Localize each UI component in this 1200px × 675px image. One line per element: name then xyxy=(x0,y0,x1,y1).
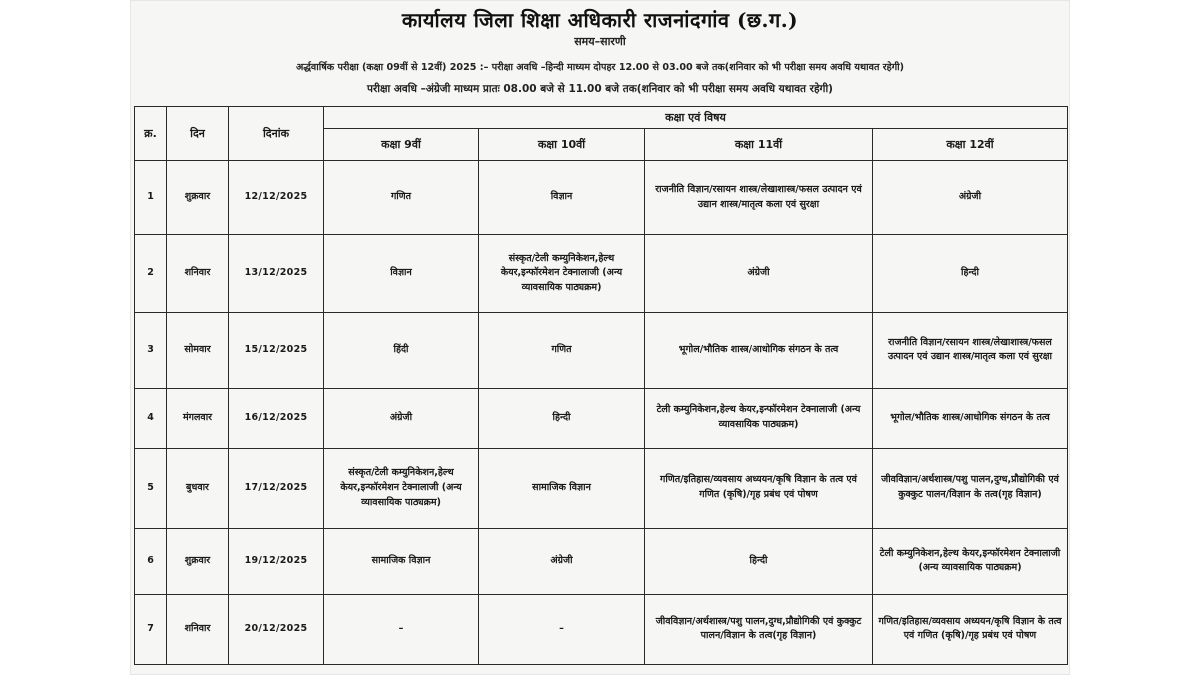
cell-day: सोमवार xyxy=(167,313,229,388)
table-row xyxy=(135,160,1068,234)
cell-class-9: विज्ञान xyxy=(324,235,479,313)
table-row xyxy=(135,235,1068,313)
cell-class-12: टेली कम्युनिकेशन,हेल्थ केयर,इन्फॉरमेशन टेक्नालाजी (अन्य व्यावसायिक पाठ्यक्रम) xyxy=(873,528,1068,594)
cell-date: 15/12/2025 xyxy=(229,313,324,388)
col-header-date: दिनांक xyxy=(229,107,324,161)
table-row xyxy=(135,528,1068,594)
col-header-class-9: कक्षा 9वीं xyxy=(324,129,479,161)
cell-day: शुक्रवार xyxy=(167,160,229,234)
timetable-document xyxy=(130,0,1070,675)
cell-day: बुधवार xyxy=(167,448,229,528)
cell-date: 20/12/2025 xyxy=(229,594,324,664)
table-row xyxy=(135,594,1068,664)
cell-class-12: भूगोल/भौतिक शास्त्र/आधोगिक संगठन के तत्व xyxy=(873,388,1068,448)
col-header-class-11: कक्षा 11वीं xyxy=(645,129,873,161)
header-row-top xyxy=(135,107,1068,129)
cell-class-9: हिंदी xyxy=(324,313,479,388)
exam-timing-english-medium: परीक्षा अवधि –अंग्रेजी माध्यम प्रातः 08.00 बजे से 11.00 बजे तक(शनिवार को भी परीक्षा समय अवधि यथावत रहेगी) xyxy=(367,83,833,95)
cell-date: 12/12/2025 xyxy=(229,160,324,234)
cell-class-9: संस्कृत/टेली कम्युनिकेशन,हेल्थ केयर,इन्फॉरमेशन टेक्नालाजी (अन्य व्यावसायिक पाठ्यक्रम) xyxy=(324,448,479,528)
col-header-class-12: कक्षा 12वीं xyxy=(873,129,1068,161)
office-title: कार्यालय जिला शिक्षा अधिकारी राजनांदगांव (छ.ग.) xyxy=(401,8,799,32)
cell-class-10: संस्कृत/टेली कम्युनिकेशन,हेल्थ केयर,इन्फॉरमेशन टेक्नालाजी (अन्य व्यावसायिक पाठ्यक्रम) xyxy=(479,235,645,313)
cell-serial: 1 xyxy=(135,160,167,234)
cell-day: शनिवार xyxy=(167,594,229,664)
cell-class-11: भूगोल/भौतिक शास्त्र/आधोगिक संगठन के तत्व xyxy=(645,313,873,388)
cell-class-11: जीवविज्ञान/अर्थशास्त्र/पशु पालन,दुग्ध,प्रौद्योगिकी एवं कुक्कुट पालन/विज्ञान के तत्व(गृह विज्ञान) xyxy=(645,594,873,664)
col-header-class-subject: कक्षा एवं विषय xyxy=(324,107,1068,129)
cell-date: 17/12/2025 xyxy=(229,448,324,528)
cell-class-11: टेली कम्युनिकेशन,हेल्थ केयर,इन्फॉरमेशन टेक्नालाजी (अन्य व्यावसायिक पाठ्यक्रम) xyxy=(645,388,873,448)
cell-day: शनिवार xyxy=(167,235,229,313)
cell-date: 19/12/2025 xyxy=(229,528,324,594)
exam-timing-hindi-medium: अर्द्धवार्षिक परीक्षा (कक्षा 09वीं से 12वीं) 2025 :– परीक्षा अवधि –हिन्दी माध्यम दोपहर 12.00 से 03.00 बजे तक(शनिवार को भी परीक्षा समय अवधि यथावत रहेगी) xyxy=(295,62,905,73)
exam-schedule-table xyxy=(134,106,1068,665)
cell-day: मंगलवार xyxy=(167,388,229,448)
cell-serial: 4 xyxy=(135,388,167,448)
table-row xyxy=(135,313,1068,388)
cell-class-12: जीवविज्ञान/अर्थशास्त्र/पशु पालन,दुग्ध,प्रौद्योगिकी एवं कुक्कुट पालन/विज्ञान के तत्व(गृह विज्ञान) xyxy=(873,448,1068,528)
cell-serial: 5 xyxy=(135,448,167,528)
cell-date: 13/12/2025 xyxy=(229,235,324,313)
cell-class-10: अंग्रेजी xyxy=(479,528,645,594)
col-header-serial: क्र. xyxy=(135,107,167,161)
cell-class-12: हिन्दी xyxy=(873,235,1068,313)
cell-serial: 2 xyxy=(135,235,167,313)
cell-class-9: – xyxy=(324,594,479,664)
cell-date: 16/12/2025 xyxy=(229,388,324,448)
col-header-day: दिन xyxy=(167,107,229,161)
cell-class-9: सामाजिक विज्ञान xyxy=(324,528,479,594)
cell-class-9: गणित xyxy=(324,160,479,234)
col-header-class-10: कक्षा 10वीं xyxy=(479,129,645,161)
cell-class-11: हिन्दी xyxy=(645,528,873,594)
cell-class-9: अंग्रेजी xyxy=(324,388,479,448)
cell-class-10: हिन्दी xyxy=(479,388,645,448)
cell-day: शुक्रवार xyxy=(167,528,229,594)
cell-class-10: गणित xyxy=(479,313,645,388)
cell-class-12: अंग्रेजी xyxy=(873,160,1068,234)
cell-class-11: गणित/इतिहास/व्यवसाय अध्ययन/कृषि विज्ञान के तत्व एवं गणित (कृषि)/गृह प्रबंध एवं पोषण xyxy=(645,448,873,528)
cell-class-12: गणित/इतिहास/व्यवसाय अध्ययन/कृषि विज्ञान के तत्व एवं गणित (कृषि)/गृह प्रबंध एवं पोषण xyxy=(873,594,1068,664)
cell-class-11: राजनीति विज्ञान/रसायन शास्त्र/लेखाशास्त्र/फसल उत्पादन एवं उद्यान शास्त्र/मातृत्व कला एवं सुरक्षा xyxy=(645,160,873,234)
cell-class-10: सामाजिक विज्ञान xyxy=(479,448,645,528)
timetable-subtitle: समय–सारणी xyxy=(574,35,626,48)
cell-class-10: – xyxy=(479,594,645,664)
table-row xyxy=(135,448,1068,528)
cell-class-11: अंग्रेजी xyxy=(645,235,873,313)
cell-serial: 7 xyxy=(135,594,167,664)
cell-class-12: राजनीति विज्ञान/रसायन शास्त्र/लेखाशास्त्र/फसल उत्पादन एवं उद्यान शास्त्र/मातृत्व कला एवं सुरक्षा xyxy=(873,313,1068,388)
cell-class-10: विज्ञान xyxy=(479,160,645,234)
table-row xyxy=(135,388,1068,448)
cell-serial: 3 xyxy=(135,313,167,388)
cell-serial: 6 xyxy=(135,528,167,594)
